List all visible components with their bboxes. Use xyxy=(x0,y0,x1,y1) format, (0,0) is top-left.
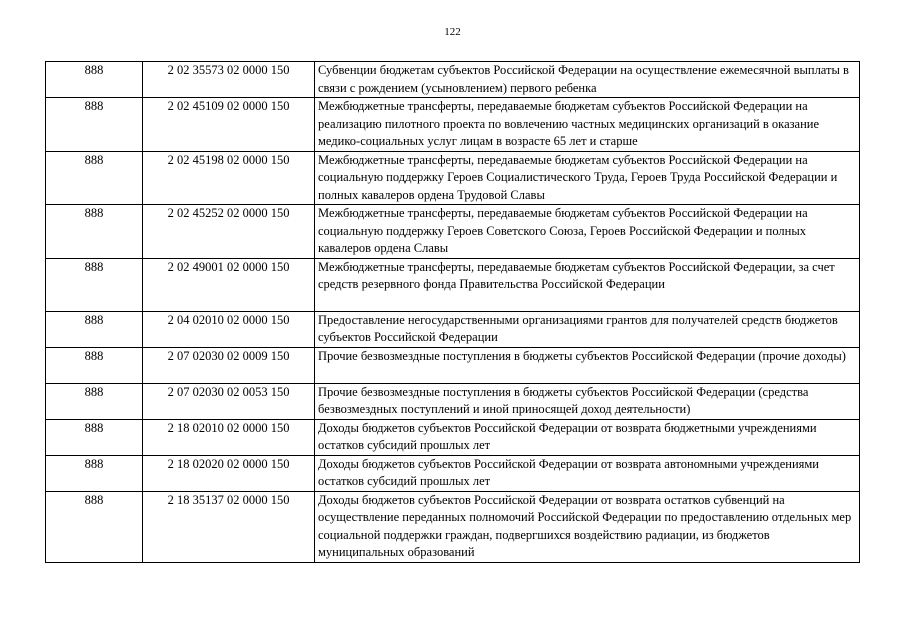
table-row xyxy=(46,491,860,562)
administrator-code-cell: 888 xyxy=(46,491,143,562)
administrator-code-cell: 888 xyxy=(46,205,143,259)
revenue-description-cell: Межбюджетные трансферты, передаваемые бюджетам субъектов Российской Федерации, за счет средств резервного фонда Правительства Российской Федерации xyxy=(315,258,860,311)
revenue-description-cell: Субвенции бюджетам субъектов Российской Федерации на осуществление ежемесячной выплаты в связи с рождением (усыновлением) первого ребенка xyxy=(315,62,860,98)
table-row xyxy=(46,62,860,98)
revenue-description-cell: Межбюджетные трансферты, передаваемые бюджетам субъектов Российской Федерации на социальную поддержку Героев Социалистического Труда, Героев Труда Российской Федерации и полных кавалеров ордена Трудовой Славы xyxy=(315,151,860,205)
revenue-description-cell: Межбюджетные трансферты, передаваемые бюджетам субъектов Российской Федерации на реализацию пилотного проекта по вовлечению частных медицинских организаций в оказание медико-социальных услуг лицам в возрасте 65 лет и старше xyxy=(315,98,860,152)
budget-classification-code-cell: 2 02 45252 02 0000 150 xyxy=(143,205,315,259)
table-row xyxy=(46,383,860,419)
budget-classification-code-cell: 2 07 02030 02 0053 150 xyxy=(143,383,315,419)
budget-classification-code-cell: 2 07 02030 02 0009 150 xyxy=(143,347,315,383)
table-row xyxy=(46,151,860,205)
table-row xyxy=(46,205,860,259)
budget-revenue-table xyxy=(45,61,860,563)
budget-classification-code-cell: 2 18 02010 02 0000 150 xyxy=(143,419,315,455)
revenue-description-cell: Прочие безвозмездные поступления в бюджеты субъектов Российской Федерации (средства безвозмездных поступлений и иной приносящей доход деятельности) xyxy=(315,383,860,419)
table-row xyxy=(46,419,860,455)
administrator-code-cell: 888 xyxy=(46,419,143,455)
budget-classification-code-cell: 2 02 35573 02 0000 150 xyxy=(143,62,315,98)
table-row xyxy=(46,455,860,491)
administrator-code-cell: 888 xyxy=(46,383,143,419)
budget-classification-code-cell: 2 02 49001 02 0000 150 xyxy=(143,258,315,311)
administrator-code-cell: 888 xyxy=(46,151,143,205)
budget-classification-code-cell: 2 18 35137 02 0000 150 xyxy=(143,491,315,562)
budget-classification-code-cell: 2 04 02010 02 0000 150 xyxy=(143,311,315,347)
administrator-code-cell: 888 xyxy=(46,455,143,491)
table-row xyxy=(46,311,860,347)
administrator-code-cell: 888 xyxy=(46,98,143,152)
page-number: 122 xyxy=(444,26,461,38)
table-row xyxy=(46,98,860,152)
revenue-description-cell: Доходы бюджетов субъектов Российской Федерации от возврата автономными учреждениями остатков субсидий прошлых лет xyxy=(315,455,860,491)
administrator-code-cell: 888 xyxy=(46,347,143,383)
table-row xyxy=(46,258,860,311)
budget-classification-code-cell: 2 18 02020 02 0000 150 xyxy=(143,455,315,491)
administrator-code-cell: 888 xyxy=(46,258,143,311)
budget-classification-code-cell: 2 02 45109 02 0000 150 xyxy=(143,98,315,152)
revenue-description-cell: Межбюджетные трансферты, передаваемые бюджетам субъектов Российской Федерации на социальную поддержку Героев Советского Союза, Героев Российской Федерации и полных кавалеров ордена Славы xyxy=(315,205,860,259)
revenue-description-cell: Предоставление негосударственными организациями грантов для получателей средств бюджетов субъектов Российской Федерации xyxy=(315,311,860,347)
administrator-code-cell: 888 xyxy=(46,62,143,98)
table-row xyxy=(46,347,860,383)
revenue-description-cell: Доходы бюджетов субъектов Российской Федерации от возврата бюджетными учреждениями остатков субсидий прошлых лет xyxy=(315,419,860,455)
administrator-code-cell: 888 xyxy=(46,311,143,347)
budget-classification-code-cell: 2 02 45198 02 0000 150 xyxy=(143,151,315,205)
revenue-description-cell: Доходы бюджетов субъектов Российской Федерации от возврата остатков субвенций на осуществление переданных полномочий Российской Федерации по предоставлению отдельных мер социальной поддержки граждан, подвергшихся воздействию радиации, из бюджетов муниципальных образований xyxy=(315,491,860,562)
revenue-description-cell: Прочие безвозмездные поступления в бюджеты субъектов Российской Федерации (прочие доходы) xyxy=(315,347,860,383)
